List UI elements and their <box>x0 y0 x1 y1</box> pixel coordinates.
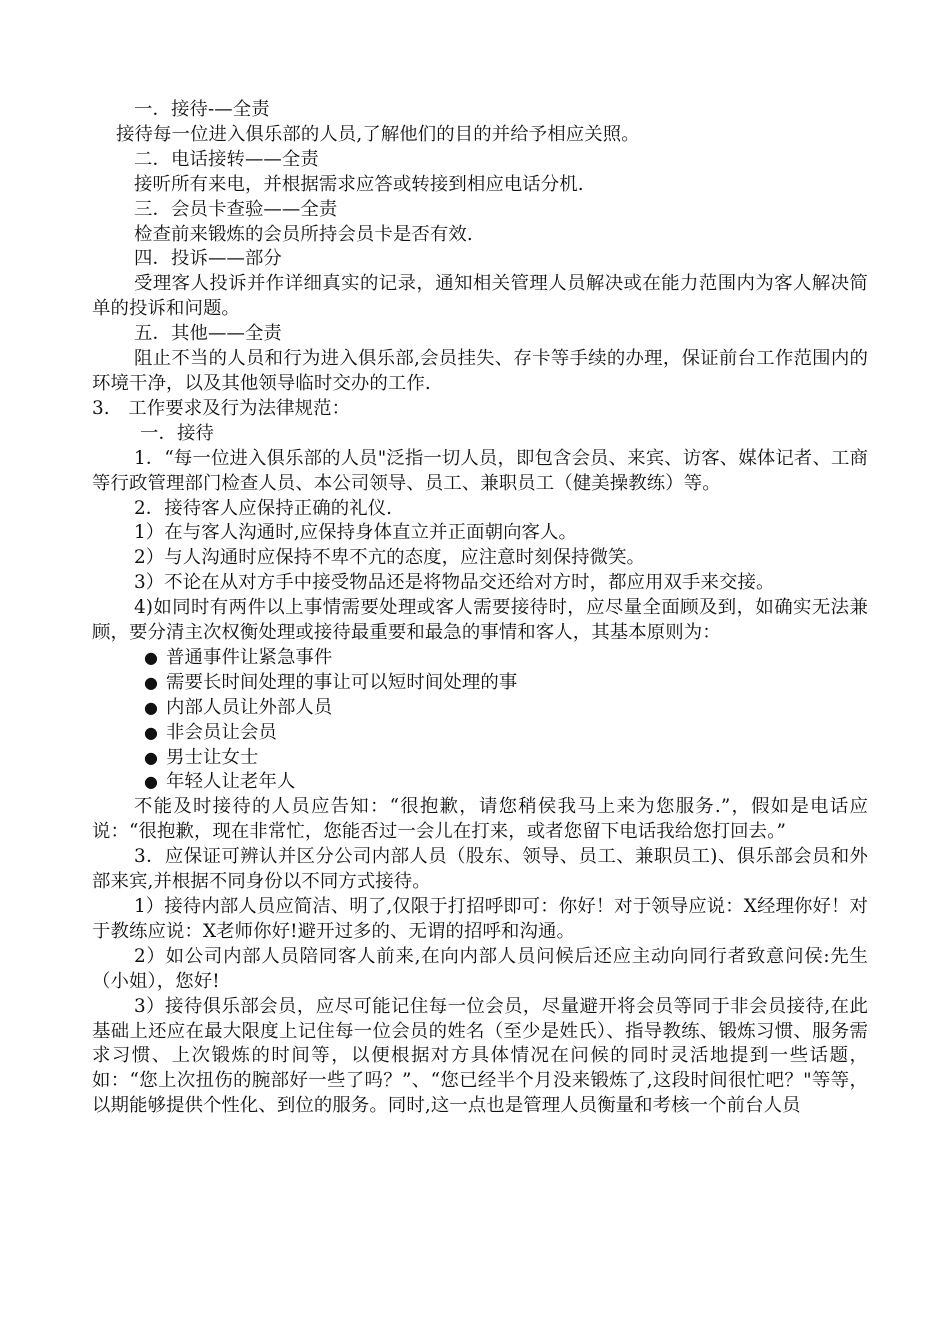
bullet-item <box>144 721 868 746</box>
bullet-dot-icon: ● <box>144 722 159 742</box>
bullet-text: 男士让女士 <box>166 746 259 768</box>
bullet-dot-icon: ● <box>144 672 159 692</box>
paragraph: 4)如同时有两件以上事情需要处理或客人需要接待时，应尽量全面顾及到，如确实无法兼顾，要分清主次权衡处理或接待最重要和最急的事情和客人，其基本原则为： <box>92 597 868 644</box>
section-part1 <box>92 98 868 646</box>
bullet-dot-icon: ● <box>144 772 159 792</box>
bullet-text: 普通事件让紧急事件 <box>166 646 333 668</box>
bullet-dot-icon: ● <box>144 647 159 667</box>
paragraph: 接听所有来电，并根据需求应答或转接到相应电话分机. <box>134 173 584 195</box>
bullet-item <box>144 770 868 795</box>
paragraph: 受理客人投诉并作详细真实的记录，通知相关管理人员解决或在能力范围内为客人解决简单的投诉和问题。 <box>92 273 868 320</box>
bullet-dot-icon: ● <box>144 697 159 717</box>
bullet-item <box>144 746 868 771</box>
paragraph: 检查前来锻炼的会员所持会员卡是否有效. <box>134 223 473 245</box>
paragraph: 五．其他——全责 <box>134 323 282 345</box>
paragraph: 3）接待俱乐部会员，应尽可能记住每一位会员，尽量避开将会员等同于非会员接待,在此基础上还应在最大限度上记住每一位会员的姓名（至少是姓氏）、指导教练、锻炼习惯、服务需求习惯、上次锻炼的时间等，以便根据对方具体情况在问候的同时灵活地提到一些话题，如：“您上次扭伤的腕部好一些了吗？”、“您已经半个月没来锻炼了,这段时间很忙吧？"等等，以期能够提供个性化、到位的服务。同时,这一点也是管理人员衡量和考核一个前台人员 <box>92 995 868 1117</box>
bullet-item <box>144 696 868 721</box>
paragraph: 一．接待 <box>140 422 214 444</box>
paragraph: 接待每一位进入俱乐部的人员,了解他们的目的并给予相应关照。 <box>116 123 640 145</box>
paragraph: 2）如公司内部人员陪同客人前来,在向内部人员问候后还应主动向同行者致意问侯:先生（小姐），您好! <box>92 945 868 992</box>
paragraph: 三．会员卡查验——全责 <box>134 198 338 220</box>
paragraph: 二．电话接转——全责 <box>134 148 319 170</box>
paragraph: 3）不论在从对方手中接受物品还是将物品交还给对方时，都应用双手来交接。 <box>134 572 775 594</box>
paragraph: 一．接待-—全责 <box>134 99 270 120</box>
bullet-item <box>144 671 868 696</box>
bullet-item <box>144 646 868 671</box>
paragraph: 阻止不当的人员和行为进入俱乐部,会员挂失、存卡等手续的办理，保证前台工作范围内的环境干净，以及其他领导临时交办的工作. <box>92 348 868 394</box>
paragraph: 1）接待内部人员应简洁、明了,仅限于打招呼即可：你好！对于领导应说：X经理你好！对于教练应说：X老师你好!避开过多的、无谓的招呼和沟通。 <box>92 896 868 942</box>
paragraph: 不能及时接待的人员应告知：“很抱歉，请您稍侯我马上来为您服务.”，假如是电话应说：“很抱歉，现在非常忙，您能否过一会儿在打来，或者您留下电话我给您打回去。” <box>92 796 868 843</box>
bullet-text: 年轻人让老年人 <box>166 771 296 793</box>
bullet-list <box>92 646 868 795</box>
paragraph: 3．应保证可辨认并区分公司内部人员（股东、领导、员工、兼职员工)、俱乐部会员和外部来宾,并根据不同身份以不同方式接待。 <box>92 846 868 893</box>
paragraph: 1．“每一位进入俱乐部的人员"泛指一切人员，即包含会员、来宾、访客、媒体记者、工商等行政管理部门检查人员、本公司领导、员工、兼职员工（健美操教练）等。 <box>92 447 868 494</box>
paragraph: 2．接待客人应保持正确的礼仪. <box>134 497 393 519</box>
section-part2 <box>92 795 868 1119</box>
paragraph: 2）与人沟通时应保持不卑不亢的态度，应注意时刻保持微笑。 <box>134 547 646 569</box>
paragraph: 1）在与客人沟通时,应保持身体直立并正面朝向客人。 <box>134 522 578 544</box>
bullet-text: 需要长时间处理的事让可以短时间处理的事 <box>166 671 518 693</box>
bullet-text: 内部人员让外部人员 <box>166 696 333 718</box>
document-body <box>92 98 868 1119</box>
paragraph: 3. 工作要求及行为法律规范： <box>92 397 351 419</box>
bullet-dot-icon: ● <box>144 747 159 767</box>
paragraph: 四．投诉——部分 <box>134 248 282 270</box>
bullet-text: 非会员让会员 <box>166 721 277 743</box>
